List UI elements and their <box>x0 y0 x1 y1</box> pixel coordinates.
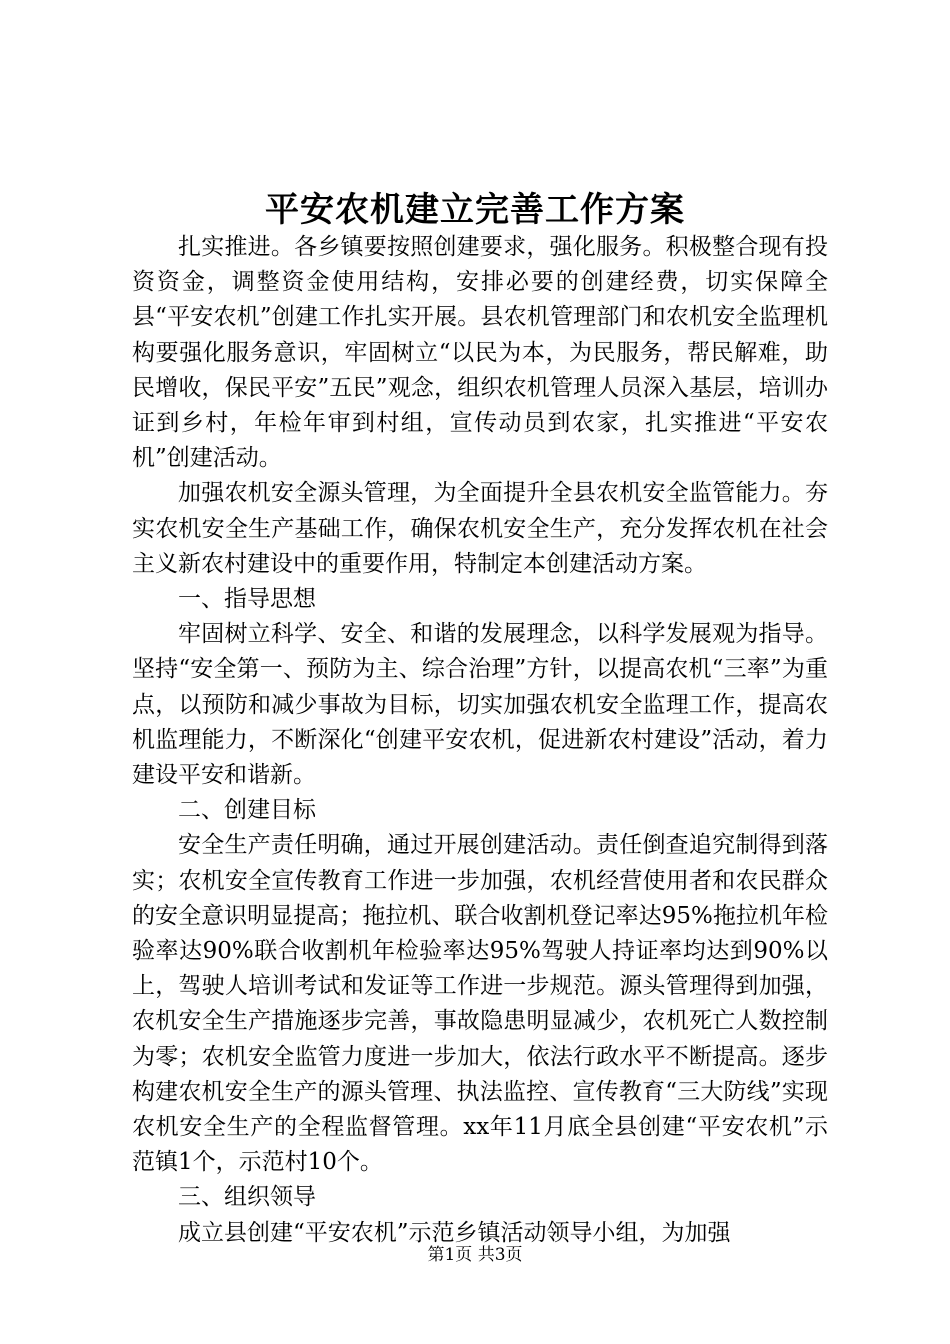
paragraph-implementation: 扎实推进。各乡镇要按照创建要求，强化服务。积极整合现有投资资金，调整资金使用结构，安排必要的创建经费，切实保障全县“平安农机”创建工作扎实开展。县农机管理部门和农机安全监理机构要强化服务意识，牢固树立“以民为本，为民服务，帮民解难，助民增收，保民平安”五民”观念，组织农机管理人员深入基层，培训办证到乡村，年检年审到村组，宣传动员到农家，扎实推进“平安农机”创建活动。 <box>132 234 828 472</box>
paragraph-goals: 安全生产责任明确，通过开展创建活动。责任倒查追究制得到落实；农机安全宣传教育工作进一步加强，农机经营使用者和农民群众的安全意识明显提高；拖拉机、联合收割机登记率达95%拖拉机年检验率达90%联合收割机年检验率达95%驾驶人持证率均达到90%以上，驾驶人培训考试和发证等工作进一步规范。源头管理得到加强，农机安全生产措施逐步完善，事故隐患明显减少，农机死亡人数控制为零；农机安全监管力度进一步加大，依法行政水平不断提高。逐步构建农机安全生产的源头管理、执法监控、宣传教育“三大防线”实现农机安全生产的全程监督管理。xx年11月底全县创建“平安农机”示范镇1个，示范村10个。 <box>132 832 828 1176</box>
paragraph-purpose: 加强农机安全源头管理，为全面提升全县农机安全监管能力。夯实农机安全生产基础工作，确保农机安全生产，充分发挥农机在社会主义新农村建设中的重要作用，特制定本创建活动方案。 <box>132 480 828 577</box>
paragraph-guiding-ideology: 牢固树立科学、安全、和谐的发展理念，以科学发展观为指导。坚持“安全第一、预防为主、综合治理”方针，以提高农机“三率”为重点，以预防和减少事故为目标，切实加强农机安全监理工作，提高农机监理能力，不断深化“创建平安农机，促进新农村建设”活动，着力建设平安和谐新。 <box>132 621 828 789</box>
document-title: 平安农机建立完善工作方案 <box>265 190 685 230</box>
section-heading-guiding-ideology: 一、指导思想 <box>178 586 316 613</box>
page-footer: 第1页 共3页 <box>427 1245 523 1265</box>
section-heading-leadership: 三、组织领导 <box>178 1184 316 1211</box>
document-body <box>132 230 828 1251</box>
paragraph-leadership: 成立县创建“平安农机”示范乡镇活动领导小组，为加强 <box>178 1219 731 1246</box>
section-heading-goals: 二、创建目标 <box>178 797 316 824</box>
